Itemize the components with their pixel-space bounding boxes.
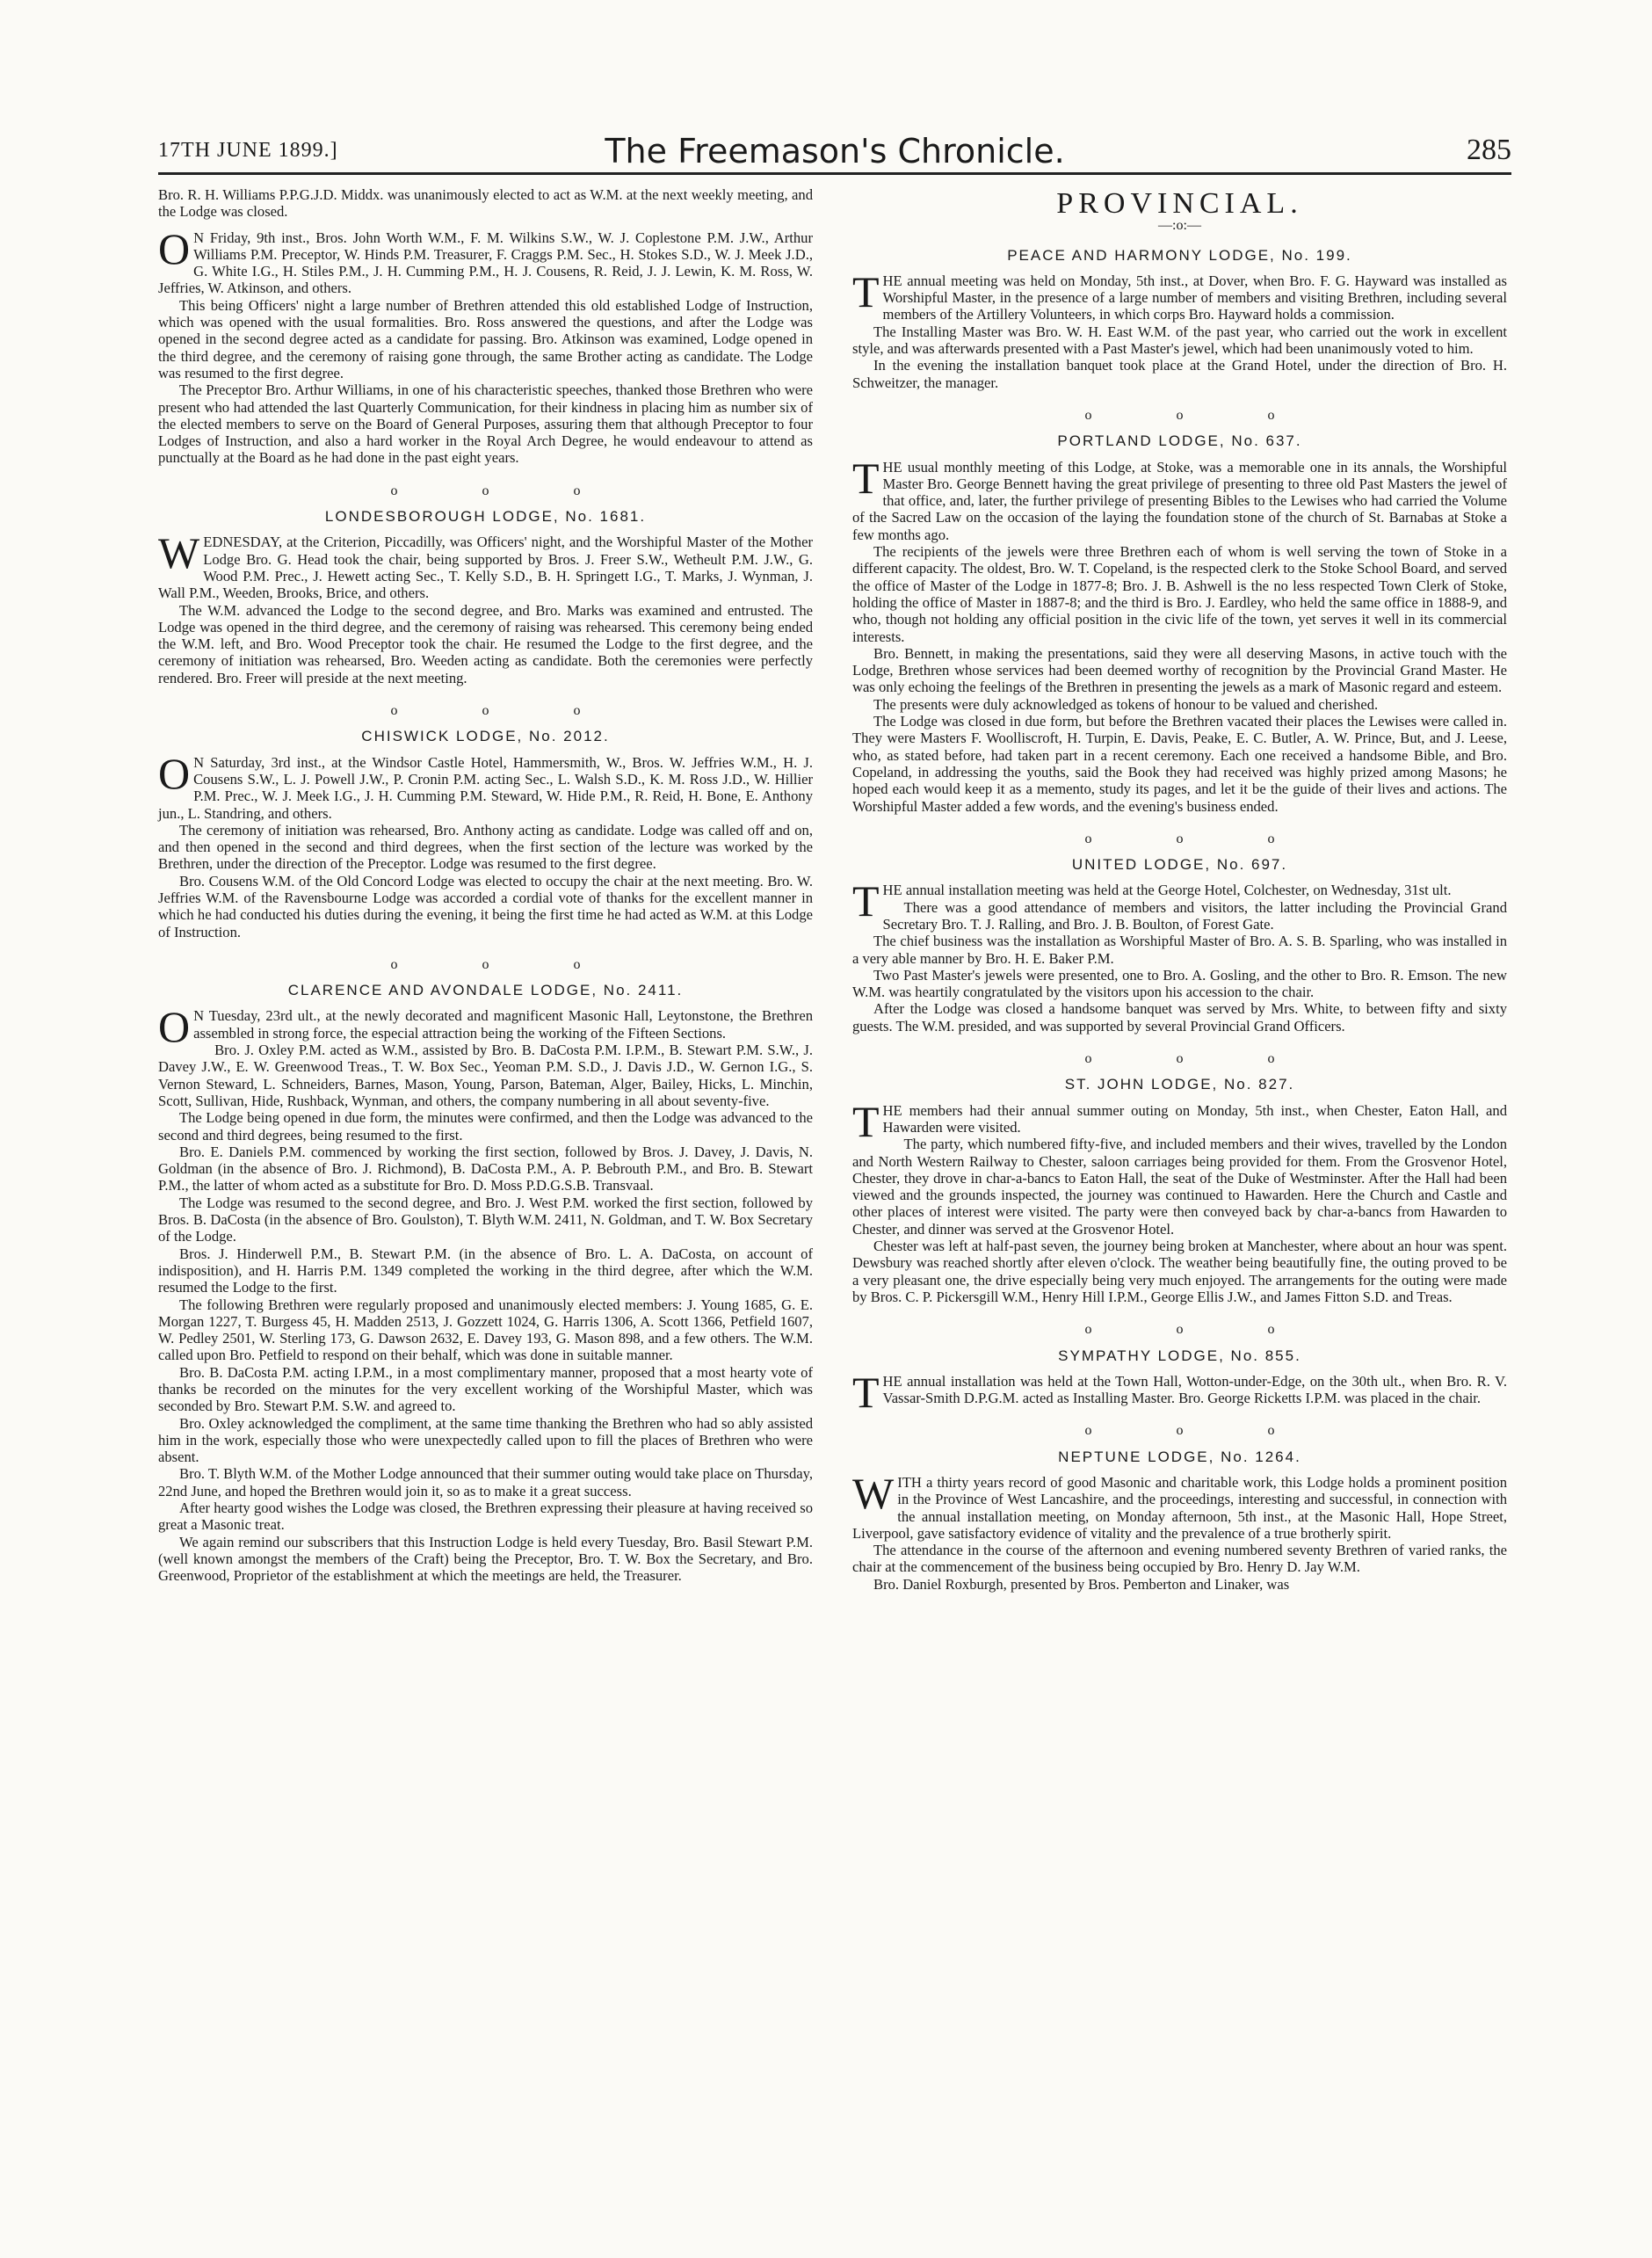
masthead-title: The Freemason's Chronicle.: [605, 132, 1065, 171]
article-friday: [158, 223, 813, 467]
paragraph: HE annual installation meeting was held at the George Hotel, Colchester, on Wednesday, 31st ult.: [882, 882, 1452, 899]
right-column: [852, 186, 1507, 1593]
lodge-heading: UNITED LODGE, No. 697.: [1071, 856, 1288, 874]
paragraph: The Lodge being opened in due form, the minutes were confirmed, and then the Lodge was advanced to the second and third degrees, being resumed to the first.: [158, 1109, 813, 1144]
paragraph: Two Past Master's jewels were presented, one to Bro. A. Gosling, and the other to Bro. R. Emson. The new W.M. was heartily congratulated by the visitors upon his accession to the chair.: [852, 966, 1507, 1001]
section-title: PROVINCIAL.: [1056, 187, 1303, 220]
section-ornament: o o o: [390, 703, 621, 719]
paragraph: HE usual monthly meeting of this Lodge, at Stoke, was a memorable one in its annals, the Worshipful Master Bro. George Bennett having the great privilege of presenting to three old Past Masters the jewel of that office, and, later, the further privilege of presenting Bibles to the Lewises who had carried the Volume of the Sacred Law on the occasion of the laying the foundation stone of the church of St. Barnabas at Stoke a few months ago.: [852, 458, 1507, 543]
lodge-heading: CLARENCE AND AVONDALE LODGE, No. 2411.: [287, 982, 684, 999]
article-sympathy: [852, 1367, 1507, 1417]
drop-cap: W: [158, 528, 200, 578]
article-neptune: [852, 1469, 1507, 1593]
section-ornament: o o o: [1084, 1423, 1315, 1439]
paragraph: Bro. B. DaCosta P.M. acting I.P.M., in a most complimentary manner, proposed that a most hearty vote of thanks be recorded on the minutes for the very excellent working of the Worshipful Master, which was seconded by Bro. Stewart P.M. S.W. and agreed to.: [158, 1363, 813, 1415]
paragraph: N Saturday, 3rd inst., at the Windsor Castle Hotel, Hammersmith, W., Bros. W. Jeffries W.M., H. J. Cousens S.W., L. J. Powell J.W., P. Cronin P.M. acting Sec., L. Walsh S.D., K. M. Ross J.D., W. Hillier P.M. Prec., W. J. Meek I.G., J. H. Cumming P.M. Steward, W. Hide P.M., R. Reid, H. Bone, E. Anthony jun., L. Standring, and others.: [158, 753, 813, 822]
lodge-heading: PORTLAND LODGE, No. 637.: [1057, 432, 1302, 450]
drop-cap: O: [158, 223, 191, 273]
paragraph: In the evening the installation banquet took place at the Grand Hotel, under the direction of Bro. H. Schweitzer, the manager.: [852, 357, 1507, 391]
paragraph: The following Brethren were regularly proposed and unanimously elected members: J. Young 1685, G. E. Morgan 1227, T. Burgess 45, H. Madden 2513, J. Gozzett 1024, G. Harris 1306, A. Scott 1366, Petfield 1607, W. Pedley 2501, W. Sterling 173, G. Dawson 2632, E. Davey 193, G. Mason 898, and a few others. The W.M. called upon Bro. Petfield to respond on their behalf, which was done in suitable manner.: [158, 1296, 813, 1364]
article-st-john: [852, 1096, 1507, 1306]
paragraph: Bro. Cousens W.M. of the Old Concord Lodge was elected to occupy the chair at the next meeting. Bro. W. Jeffries W.M. of the Ravensbourne Lodge was accorded a cordial vote of thanks for the excellent manner in which he had conducted his duties during the evening, it being the first time he had acted as W.M. at this Lodge of Instruction.: [158, 872, 813, 940]
article-londesborough: [158, 528, 813, 686]
lodge-heading: CHISWICK LODGE, No. 2012.: [361, 728, 610, 745]
paragraph: After the Lodge was closed a handsome banquet was served by Mrs. White, to between fifty and sixty guests. The W.M. presided, and was supported by several Provincial Grand Officers.: [852, 1000, 1507, 1035]
section-ornament: o o o: [1084, 1322, 1315, 1338]
article-united: [852, 876, 1507, 1035]
paragraph: N Friday, 9th inst., Bros. John Worth W.M., F. M. Wilkins S.W., W. J. Coplestone P.M. J.W., Arthur Williams P.M. Preceptor, W. Hinds P.M. Treasurer, F. Craggs P.M. Sec., H. Stokes S.D., W. J. Meek J.D., G. White I.G., H. Stiles P.M., J. H. Cumming P.M., H. J. Cousens, R. Reid, J. J. Lewin, K. M. Ross, W. Jeffries, W. Atkinson, and others.: [158, 229, 813, 297]
paragraph: There was a good attendance of members and visitors, the latter including the Provincial Grand Secretary Bro. T. J. Ralling, and Bro. J. B. Boulton, of Forest Gate.: [882, 898, 1507, 933]
paragraph: This being Officers' night a large number of Brethren attended this old established Lodge of Instruction, which was opened with the usual formalities. Bro. Ross answered the questions, and after the Lodge was opened in the second degree acted as a candidate for passing. Bro. Atkinson was examined, Lodge opened in the third degree, and the ceremony of raising gone through, the same Brother acting as candidate. The Lodge was resumed to the first degree.: [158, 296, 813, 381]
paragraph: The ceremony of initiation was rehearsed, Bro. Anthony acting as candidate. Lodge was called off and on, and then opened in the second and third degrees, when the first section of the lecture was worked by the Brethren, under the direction of the Preceptor. Lodge was resumed to the first degree.: [158, 821, 813, 873]
paragraph: HE annual installation was held at the Town Hall, Wotton-under-Edge, on the 30th ult., when Bro. R. V. Vassar-Smith D.P.G.M. acted as Installing Master. Bro. George Ricketts I.P.M. was placed in the chair.: [882, 1372, 1507, 1407]
paragraph: We again remind our subscribers that this Instruction Lodge is held every Tuesday, Bro. Basil Stewart P.M. (well known amongst the members of the Craft) being the Preceptor, Bro. T. W. Box the Secretary, and Bro. Greenwood, Proprietor of the establishment at which the meetings are held, the Treasurer.: [158, 1533, 813, 1585]
article-portland: [852, 453, 1507, 815]
article-peace-harmony: [852, 266, 1507, 391]
paragraph: EDNESDAY, at the Criterion, Piccadilly, was Officers' night, and the Worshipful Master of the Mother Lodge Bro. G. Head took the chair, being supported by Bros. J. Freer S.W., Wetheult P.M. J.W., G. Wood P.M. Prec., J. Hewett acting Sec., T. Kelly S.D., B. H. Springett I.G., T. Marks, J. Wynman, J. Wall P.M., Weeden, Brooks, Brice, and others.: [158, 534, 813, 602]
section-ornament: o o o: [1084, 831, 1315, 846]
paragraph: The Lodge was resumed to the second degree, and Bro. J. West P.M. worked the first section, followed by Bros. B. DaCosta (in the absence of Bro. Goulston), T. Blyth W.M. 2411, N. Goldman, and T. W. Box Secretary of the Lodge.: [158, 1194, 813, 1245]
section-divider: —:o:—: [1158, 218, 1201, 234]
article-chiswick: [158, 748, 813, 940]
lodge-heading: PEACE AND HARMONY LODGE, No. 199.: [1007, 246, 1352, 264]
left-column: [158, 186, 813, 1585]
drop-cap: W: [852, 1469, 895, 1518]
paragraph: N Tuesday, 23rd ult., at the newly decorated and magnificent Masonic Hall, Leytonstone, the Brethren assembled in strong force, the especial attraction being the working of the Fifteen Sections.: [193, 1007, 813, 1042]
drop-cap: T: [852, 1367, 880, 1417]
paragraph: The attendance in the course of the afternoon and evening numbered seventy Brethren of varied ranks, the chair at the commencement of the business being occupied by Bro. Henry D. Jay W.M.: [852, 1542, 1507, 1576]
paragraph: HE members had their annual summer outing on Monday, 5th inst., when Chester, Eaton Hall, and Hawarden were visited.: [882, 1101, 1507, 1136]
paragraph: Bro. E. Daniels P.M. commenced by working the first section, followed by Bros. J. Davey, J. Davis, N. Goldman (in the absence of Bro. J. Richmond), B. DaCosta P.M., A. P. Bebrouth P.M., and Bro. B. Stewart P.M., the latter of whom acted as a substitute for Bro. D. Moss P.D.G.S.B. Transvaal.: [158, 1143, 813, 1194]
issue-date: 17TH JUNE 1899.]: [158, 139, 338, 162]
paragraph: The presents were duly acknowledged as tokens of honour to be valued and cherished.: [873, 695, 1379, 713]
paragraph: Bro. R. H. Williams P.P.G.J.D. Middx. was unanimously elected to act as W.M. at the next weekly meeting, and the Lodge was closed.: [158, 186, 813, 221]
lodge-heading: ST. JOHN LODGE, No. 827.: [1064, 1076, 1295, 1093]
drop-cap: T: [852, 876, 880, 926]
paragraph: The party, which numbered fifty-five, and included members and their wives, travelled by the London and North Western Railway to Chester, saloon carriages being provided for them. From the Grosvenor Hotel, Chester, they drove in char-a-bancs to Eaton Hall, the seat of the Duke of Westminster. After the Hall had been viewed and the grounds inspected, the journey was continued to Hawarden. Here the Church and Castle and other places of interest were visited. The party were then conveyed back by char-a-bancs from Hawarden to Chester, and dinner was served at the Grosvenor Hotel.: [852, 1136, 1507, 1238]
section-ornament: o o o: [1084, 407, 1315, 423]
section-ornament: o o o: [390, 956, 621, 972]
paragraph: Bro. Oxley acknowledged the compliment, at the same time thanking the Brethren who had so ably assisted him in the work, especially those who were unexpectedly called upon to fill the places of Brethren who were absent.: [158, 1414, 813, 1466]
paragraph: Bros. J. Hinderwell P.M., B. Stewart P.M. (in the absence of Bro. L. A. DaCosta, on account of indisposition), and H. Harris P.M. 1349 completed the working in the third degree, after which the W.M. resumed the Lodge to the first.: [158, 1245, 813, 1296]
paragraph: The Preceptor Bro. Arthur Williams, in one of his characteristic speeches, thanked those Brethren who were present who had attended the last Quarterly Communication, for their kindness in placing him as number six of the elected members to serve on the Board of General Purposes, assuring them that although Preceptor to four Lodges of Instruction, and also a hard worker in the Royal Arch Degree, he would endeavour to attend as punctually at the Board as he had done in the past eight years.: [158, 381, 813, 467]
section-ornament: o o o: [390, 483, 621, 498]
drop-cap: T: [852, 453, 880, 503]
paragraph: After hearty good wishes the Lodge was closed, the Brethren expressing their pleasure at having received so great a Masonic treat.: [158, 1499, 813, 1534]
paragraph: The Installing Master was Bro. W. H. East W.M. of the past year, who carried out the work in excellent style, and was afterwards presented with a Past Master's jewel, which had been unanimously voted to him.: [852, 323, 1507, 358]
lodge-heading: SYMPATHY LODGE, No. 855.: [1058, 1347, 1301, 1364]
page-number: 285: [1467, 134, 1511, 166]
drop-cap: O: [158, 1002, 191, 1052]
paragraph: The Lodge was closed in due form, but before the Brethren vacated their places the Lewises were called in. They were Masters F. Woolliscroft, H. Turpin, E. Davis, Peake, E. C. Butler, A. W. Prince, But, and J. Leese, who, as stated before, had taken part in a recent ceremony. Each one received a handsome Bible, and Bro. Copeland, in addressing the youths, said the Book they had received was highly prized among Masons; he hoped each would keep it as a memento, study its pages, and let it be the guide of their lives and actions. The Worshipful Master added a few words, and the evening's business ended.: [852, 713, 1507, 815]
paragraph: Chester was left at half-past seven, the journey being broken at Manchester, where about an hour was spent. Dewsbury was reached shortly after eleven o'clock. The weather being beautifully fine, the outing proved to be a very pleasant one, the drive especially being very much enjoyed. The arrangements for the outing were made by Bros. C. P. Pickersgill W.M., Henry Hill I.P.M., George Ellis J.W., and James Fitton S.D. and Treas.: [852, 1238, 1507, 1305]
paragraph: Bro. J. Oxley P.M. acted as W.M., assisted by Bro. B. DaCosta P.M. I.P.M., B. Stewart P.M. S.W., J. Davey J.W., E. W. Greenwood Treas., T. W. Box Sec., Yeoman P.M. S.D., J. Davis J.D., W. Gernon I.G., S. Vernon Steward, L. Schneiders, Barnes, Mason, Young, Parson, Bateman, Alger, Bailey, Hicks, L. Minchin, Scott, Sullivan, Hide, Rushback, Wynman, and others, the company numbering in all about seventy-five.: [158, 1042, 813, 1109]
lodge-heading: NEPTUNE LODGE, No. 1264.: [1058, 1448, 1301, 1465]
article-clarence: [158, 1002, 813, 1585]
paragraph: Bro. Bennett, in making the presentations, said they were all deserving Masons, in active touch with the Lodge, Brethren whose services had been deemed worthy of recognition by the Provincial Grand Master. He was only echoing the feelings of the Brethren in presenting the jewels as a mark of Masonic regard and esteem.: [852, 644, 1507, 696]
paragraph: HE annual meeting was held on Monday, 5th inst., at Dover, when Bro. F. G. Hayward was installed as Worshipful Master, in the presence of a large number of members and visiting Brethren, including several members of the Artillery Volunteers, in which corps Bro. Hayward holds a commission.: [882, 272, 1507, 323]
paragraph: Bro. Daniel Roxburgh, presented by Bros. Pemberton and Linaker, was: [873, 1575, 1290, 1593]
paragraph: The W.M. advanced the Lodge to the second degree, and Bro. Marks was examined and entrusted. The Lodge was opened in the third degree, and the ceremony of raising was rehearsed. This ceremony being ended the W.M. left, and Bro. Wood Preceptor took the chair. He resumed the Lodge to the first degree, and the ceremony of initiation was rehearsed, Bro. Weeden acting as candidate. Both the ceremonies were perfectly rendered. Bro. Freer will preside at the next meeting.: [158, 601, 813, 686]
page-header: [158, 132, 1511, 175]
paragraph: The chief business was the installation as Worshipful Master of Bro. A. S. B. Sparling, who was installed in a very able manner by Bro. H. E. Baker P.M.: [852, 933, 1507, 967]
section-ornament: o o o: [1084, 1051, 1315, 1067]
lodge-heading: LONDESBOROUGH LODGE, No. 1681.: [324, 508, 647, 526]
drop-cap: T: [852, 266, 880, 316]
paragraph: The recipients of the jewels were three Brethren each of whom is well serving the town of Stoke in a different capacity. The oldest, Bro. W. T. Copeland, is the respected clerk to the Stoke School Board, and served the office of Master of the Lodge in 1877-8; Bro. J. B. Ashwell is the no less respected Town Clerk of Stoke, holding the office of Master in 1887-8; and the third is Bro. J. Eardley, who held the same office in 1888-9, and who, though not holding any official position in the civic life of the town, yet serves it well in its commercial interests.: [852, 543, 1507, 645]
drop-cap: O: [158, 748, 191, 798]
paragraph: Bro. T. Blyth W.M. of the Mother Lodge announced that their summer outing would take place on Thursday, 22nd June, and hoped the Brethren would join it, so as to make it a great success.: [158, 1465, 813, 1499]
drop-cap: T: [852, 1096, 880, 1146]
paragraph: ITH a thirty years record of good Masonic and charitable work, this Lodge holds a prominent position in the Province of West Lancashire, and the proceedings, interesting and successful, in connection with the annual installation meeting, on Monday afternoon, 5th inst., at the Masonic Hall, Hope Street, Liverpool, gave satisfactory evidence of vitality and the prevalence of a true brotherly spirit.: [852, 1474, 1507, 1542]
